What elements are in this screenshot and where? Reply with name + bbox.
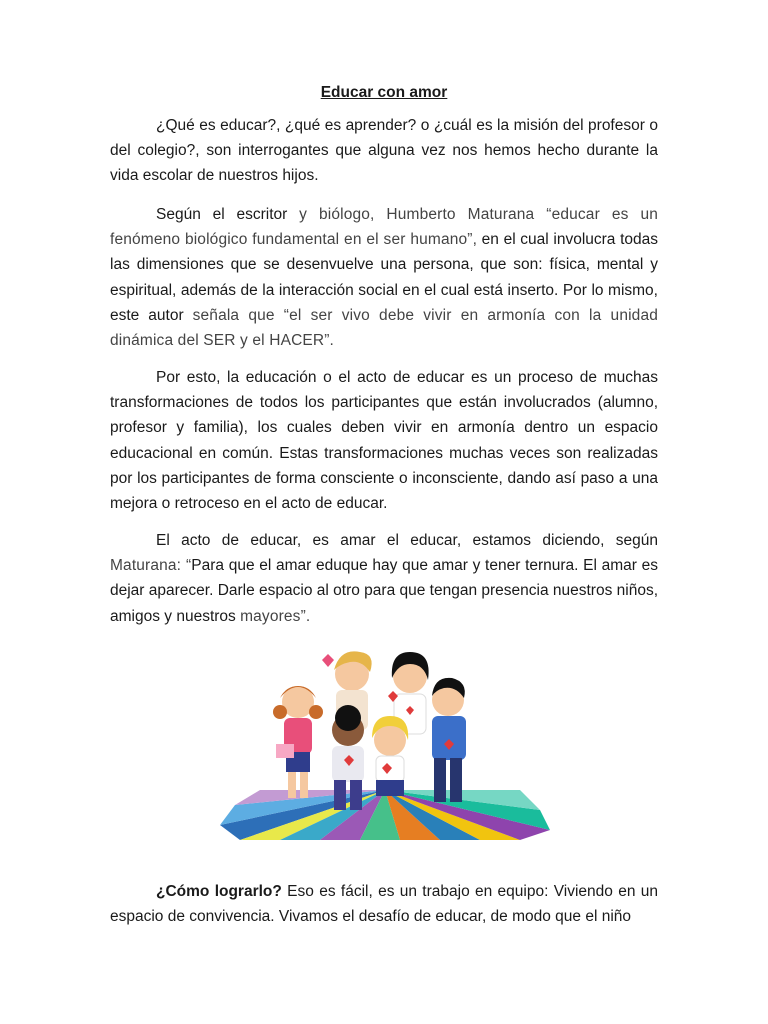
- heart-icon: [322, 654, 334, 667]
- paragraph-2-part-c: en el cual involucra todas las dimensiones que se desenvuelve una persona, que son: física, mental y espiritual, además de la interacción social en el cual está inserto. Por lo mismo, este autor: [110, 231, 658, 324]
- rainbow-floor: [220, 790, 550, 840]
- paragraph-2-part-a: Según el escritor: [156, 206, 300, 223]
- paragraph-2: [110, 202, 658, 353]
- girl-left: [273, 686, 323, 798]
- paragraph-5: [110, 879, 658, 929]
- children-hearts-illustration: [220, 640, 550, 840]
- paragraph-2-quote-1: y biólogo, Humberto Maturana “educar es un fenómeno biológico fundamental en el ser humano”,: [110, 206, 659, 249]
- boy-right: [432, 678, 466, 802]
- girl-blond: [372, 716, 408, 796]
- paragraph-1: ¿Qué es educar?, ¿qué es aprender? o ¿cuál es la misión del profesor o del colegio?, son interrogantes que alguna vez nos hemos hecho durante la vida escolar de nuestros hijos.: [110, 117, 658, 185]
- paragraph-5-rest: Eso es fácil, es un trabajo en equipo: Viviendo en un espacio de convivencia. Vivamos el desafío de educar, de modo que el niño: [110, 883, 659, 926]
- paragraph-4-author: Maturana: “: [110, 557, 192, 575]
- paragraph-4-part-a: El acto de educar, es amar el educar, estamos diciendo, según: [156, 532, 658, 549]
- paragraph-2-quote-2: señala que “el ser vivo debe vivir en armonía con la unidad dinámica del SER y el HACER”.: [110, 306, 658, 350]
- paragraph-4-part-c: Para que el amar eduque hay que amar y tener ternura. El amar es dejar aparecer. Darle espacio al otro para que tengan presencia nuestros niños, amigos y nuestros: [110, 557, 659, 625]
- paragraph-4-end: mayores”.: [240, 607, 311, 625]
- document-title: Educar con amor: [320, 84, 448, 101]
- paragraph-5-question: ¿Cómo lograrlo?: [156, 883, 282, 900]
- paragraph-4: [110, 528, 658, 629]
- paragraph-3: Por esto, la educación o el acto de educar es un proceso de muchas transformaciones de todos los participantes que están involucrados (alumno, profesor y familia), los cuales deben vivir en armonía dentro un espacio educacional en común. Estas transformaciones muchas veces son realizadas por los participantes de forma consciente o inconsciente, dando así paso a una mejora o retroceso en el acto de educar.: [110, 369, 658, 513]
